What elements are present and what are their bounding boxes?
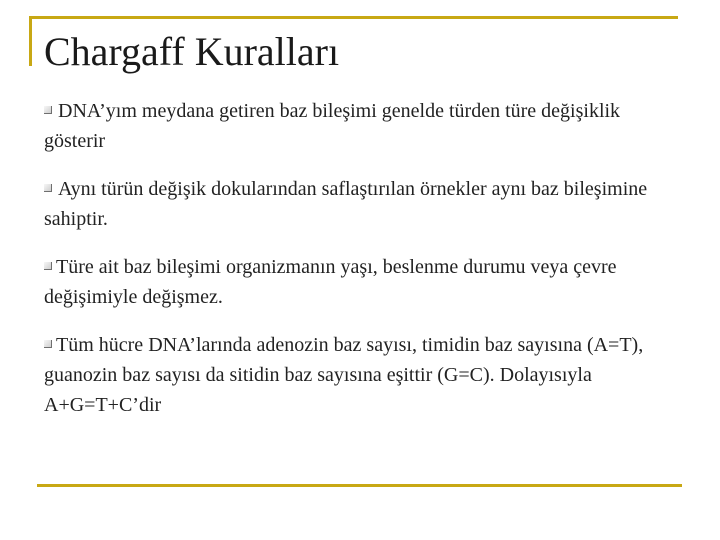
square-bullet-icon xyxy=(44,262,52,270)
top-rule xyxy=(29,16,678,19)
bullet-text: Türe ait baz bileşimi organizmanın yaşı, beslenme durumu veya çevre değişimiyle değişmez. xyxy=(44,256,617,308)
slide-title: Chargaff Kuralları xyxy=(44,29,340,74)
bullet-item xyxy=(44,96,684,156)
bullet-item xyxy=(44,252,684,312)
bullet-text: DNA’yım meydana getiren baz bileşimi genelde türden türe değişiklik gösterir xyxy=(44,100,621,152)
square-bullet-icon xyxy=(44,106,52,114)
bullet-item xyxy=(44,174,684,234)
bullet-text: Tüm hücre DNA’larında adenozin baz sayısı, timidin baz sayısına (A=T), guanozin baz sayısı da sitidin baz sayısına eşittir (G=C). Dolayısıyla A+G=T+C’dir xyxy=(44,334,644,416)
bullet-list xyxy=(44,96,684,438)
left-rule xyxy=(29,16,32,66)
bullet-item xyxy=(44,330,684,420)
bullet-text: Aynı türün değişik dokularından saflaştırılan örnekler aynı baz bileşimine sahiptir. xyxy=(44,178,648,230)
square-bullet-icon xyxy=(44,184,52,192)
square-bullet-icon xyxy=(44,340,52,348)
bottom-rule xyxy=(37,484,682,487)
